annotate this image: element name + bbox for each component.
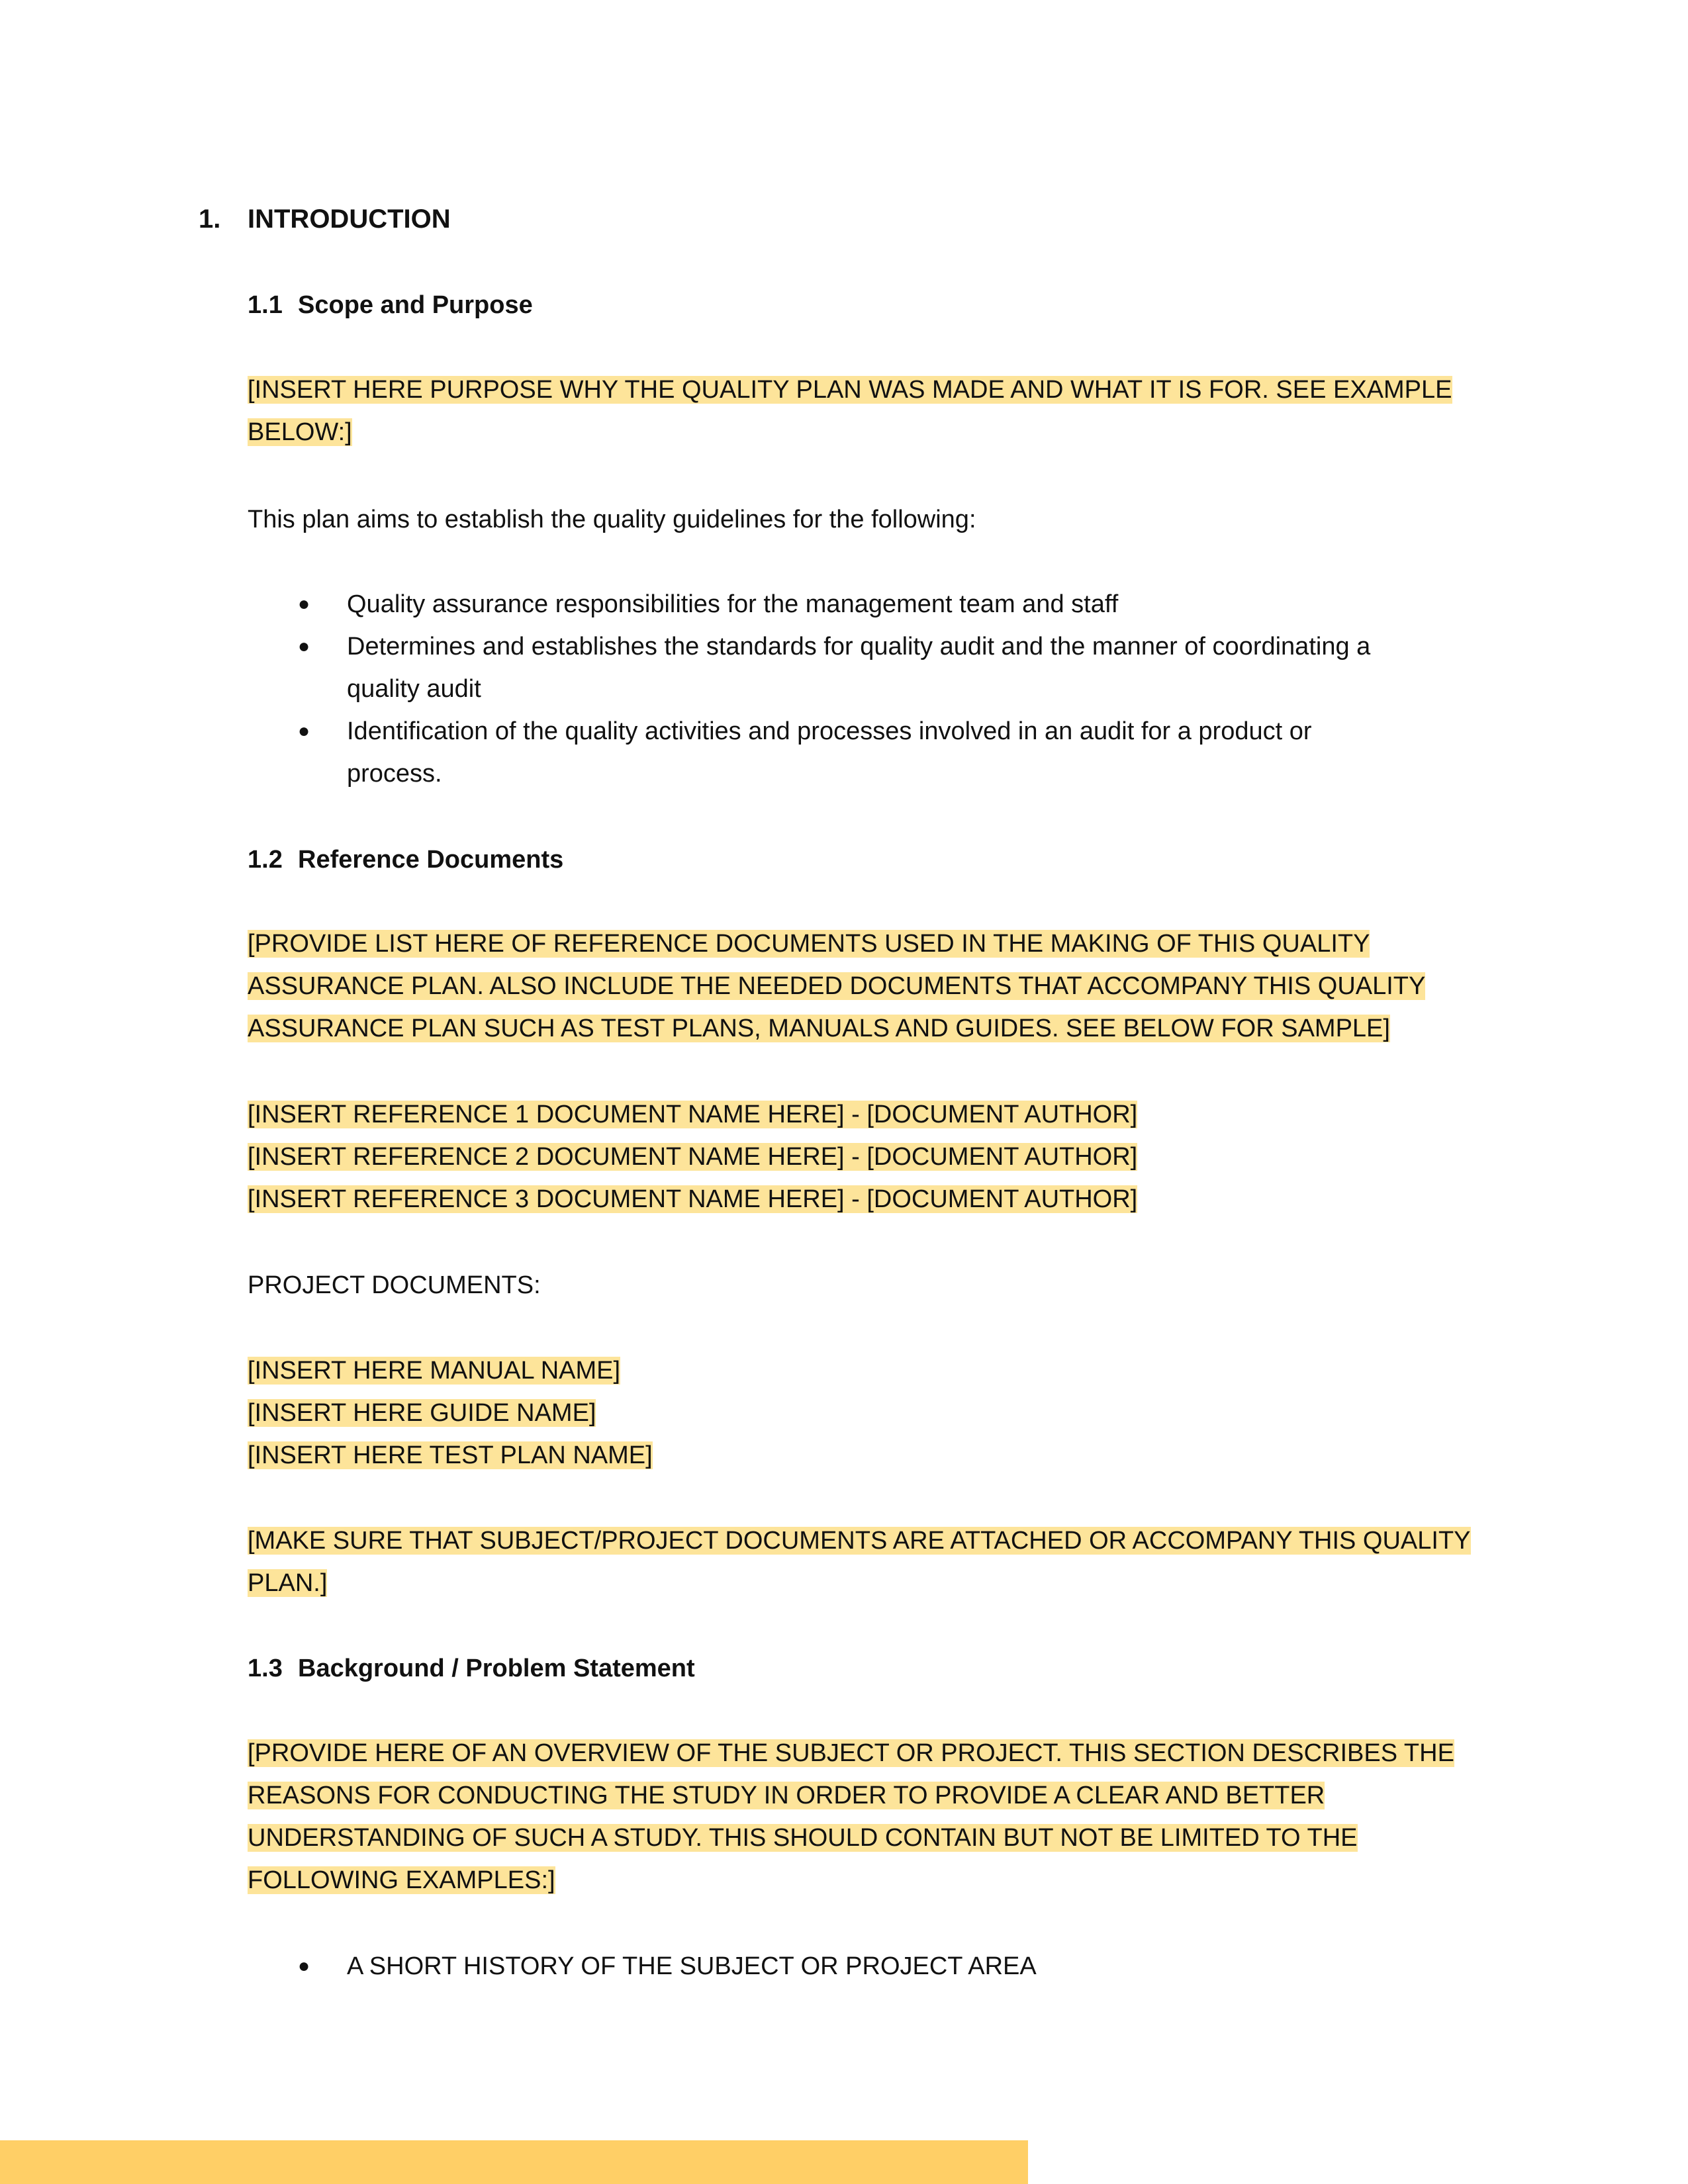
placeholder-line: BELOW:] <box>248 418 352 446</box>
list-item: ● A SHORT HISTORY OF THE SUBJECT OR PROJECT AREA <box>298 1945 1503 1987</box>
reference-list <box>248 1093 1505 1220</box>
subsection-number: 1.2 <box>248 846 283 874</box>
placeholder-line: PLAN.] <box>248 1569 328 1597</box>
list-item: ● Quality assurance responsibilities for the management team and staff <box>298 583 1503 625</box>
bullet-icon: ● <box>298 593 310 615</box>
section-heading-introduction <box>199 201 451 238</box>
background-bullet-list <box>298 1945 1503 1987</box>
placeholder-line: [PROVIDE LIST HERE OF REFERENCE DOCUMENTS USED IN THE MAKING OF THIS QUALITY <box>248 930 1370 958</box>
subsection-number: 1.1 <box>248 291 283 319</box>
section-title: INTRODUCTION <box>248 205 451 234</box>
placeholder-line: REASONS FOR CONDUCTING THE STUDY IN ORDER TO PROVIDE A CLEAR AND BETTER <box>248 1782 1325 1809</box>
placeholder-line: UNDERSTANDING OF SUCH A STUDY. THIS SHOULD CONTAIN BUT NOT BE LIMITED TO THE <box>248 1824 1358 1852</box>
placeholder-line: FOLLOWING EXAMPLES:] <box>248 1866 555 1894</box>
intro-sentence <box>248 498 1505 541</box>
bullet-icon: ● <box>298 635 310 657</box>
placeholder-line: [INSERT HERE PURPOSE WHY THE QUALITY PLAN WAS MADE AND WHAT IT IS FOR. SEE EXAMPLE <box>248 376 1452 404</box>
project-documents-label: PROJECT DOCUMENTS: <box>248 1271 541 1299</box>
subsection-heading-scope <box>248 287 533 324</box>
project-doc-item: [INSERT HERE TEST PLAN NAME] <box>248 1441 653 1469</box>
reference-item: [INSERT REFERENCE 2 DOCUMENT NAME HERE] - [DOCUMENT AUTHOR] <box>248 1143 1138 1171</box>
footer-accent-bar <box>0 2140 1028 2184</box>
subsection-title: Scope and Purpose <box>298 291 533 319</box>
subsection-number: 1.3 <box>248 1655 283 1682</box>
background-placeholder <box>248 1732 1505 1901</box>
reference-item: [INSERT REFERENCE 1 DOCUMENT NAME HERE] - [DOCUMENT AUTHOR] <box>248 1101 1138 1128</box>
project-documents-list <box>248 1349 1505 1477</box>
list-item: ● Determines and establishes the standards for quality audit and the manner of coordinating a quality audit <box>298 625 1503 710</box>
bullet-icon: ● <box>298 720 310 742</box>
project-doc-item: [INSERT HERE GUIDE NAME] <box>248 1399 596 1427</box>
section-number: 1. <box>199 205 221 234</box>
purpose-placeholder <box>248 369 1505 453</box>
subsection-heading-reference-documents <box>248 841 563 878</box>
placeholder-line: ASSURANCE PLAN SUCH AS TEST PLANS, MANUALS AND GUIDES. SEE BELOW FOR SAMPLE] <box>248 1015 1390 1042</box>
list-item: ● Identification of the quality activities and processes involved in an audit for a product or process. <box>298 710 1503 795</box>
scope-bullet-list <box>298 583 1503 795</box>
attach-note-placeholder <box>248 1520 1505 1604</box>
subsection-title: Background / Problem Statement <box>298 1655 695 1682</box>
subsection-title: Reference Documents <box>298 846 564 874</box>
reference-docs-placeholder <box>248 923 1505 1050</box>
placeholder-line: [MAKE SURE THAT SUBJECT/PROJECT DOCUMENTS ARE ATTACHED OR ACCOMPANY THIS QUALITY <box>248 1527 1471 1555</box>
intro-text: This plan aims to establish the quality guidelines for the following: <box>248 506 976 533</box>
placeholder-line: ASSURANCE PLAN. ALSO INCLUDE THE NEEDED DOCUMENTS THAT ACCOMPANY THIS QUALITY <box>248 972 1426 1000</box>
placeholder-line: [PROVIDE HERE OF AN OVERVIEW OF THE SUBJECT OR PROJECT. THIS SECTION DESCRIBES THE <box>248 1739 1454 1767</box>
reference-item: [INSERT REFERENCE 3 DOCUMENT NAME HERE] - [DOCUMENT AUTHOR] <box>248 1185 1138 1213</box>
bullet-icon: ● <box>298 1955 310 1977</box>
subsection-heading-background <box>248 1650 695 1687</box>
project-doc-item: [INSERT HERE MANUAL NAME] <box>248 1357 621 1385</box>
